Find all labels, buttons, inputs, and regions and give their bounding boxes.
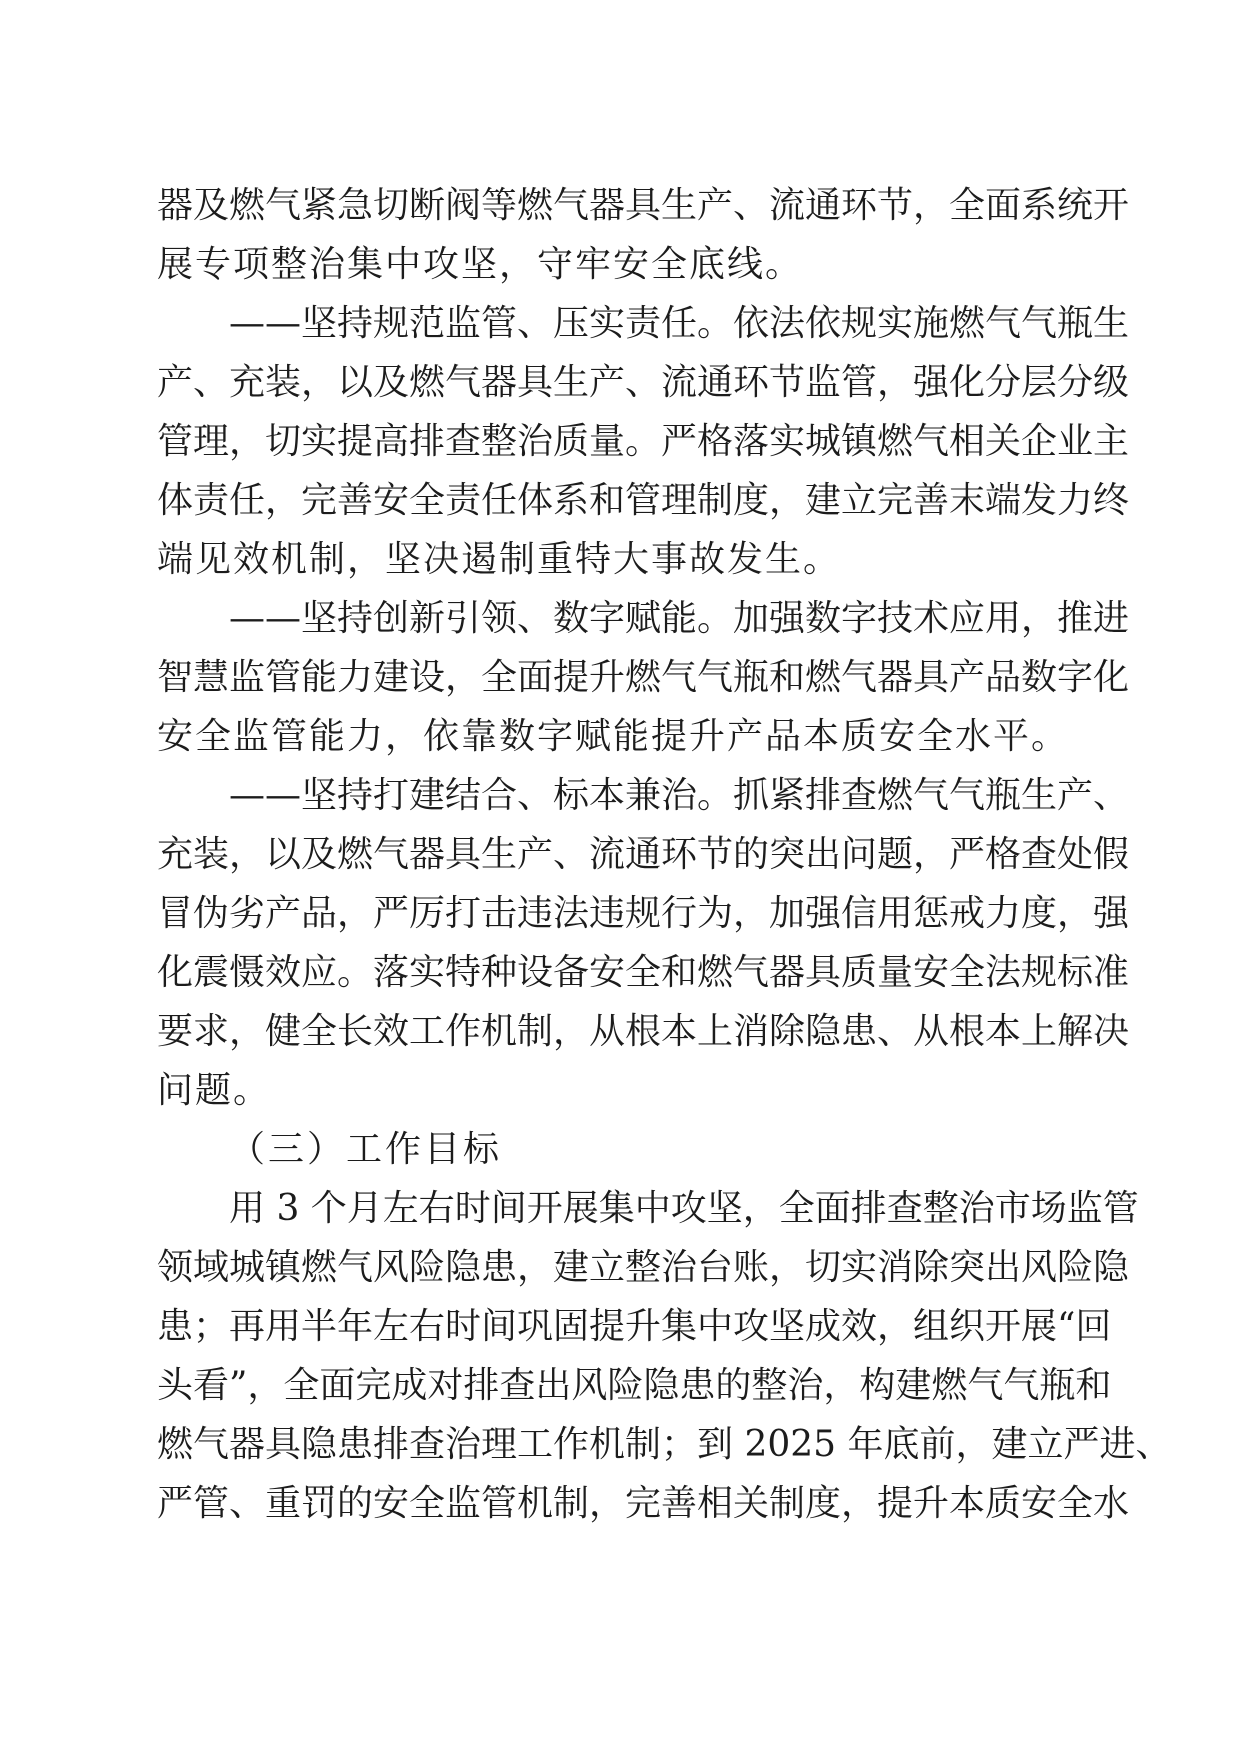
text-line: 产、充装，以及燃气器具生产、流通环节监管，强化分层分级 [157, 362, 1130, 403]
text-line: 领域城镇燃气风险隐患，建立整治台账，切实消除突出风险隐 [157, 1247, 1130, 1288]
paragraph-continuation [157, 176, 1130, 294]
text-line: ——坚持创新引领、数字赋能。加强数字技术应用，推进 [229, 598, 1130, 639]
paragraph-regulation [157, 294, 1130, 589]
text-line: 问题。 [157, 1070, 272, 1111]
text-line: 展专项整治集中攻坚，守牢安全底线。 [157, 244, 804, 285]
paragraph-digital [157, 589, 1130, 766]
paragraph-enforcement [157, 766, 1130, 1120]
text-line: 智慧监管能力建设，全面提升燃气气瓶和燃气器具产品数字化 [157, 657, 1130, 698]
text-line: 患；再用半年左右时间巩固提升集中攻坚成效，组织开展“回 [157, 1306, 1112, 1347]
document-body [157, 176, 1172, 1533]
text-line: 要求，健全长效工作机制，从根本上消除隐患、从根本上解决 [157, 1011, 1130, 1052]
text-line: 端见效机制，坚决遏制重特大事故发生。 [157, 539, 842, 580]
section-heading-text: （三）工作目标 [229, 1129, 503, 1170]
paragraph-goals [157, 1179, 1172, 1533]
text-line: ——坚持打建结合、标本兼治。抓紧排查燃气气瓶生产、 [229, 775, 1130, 816]
text-line: 安全监管能力，依靠数字赋能提升产品本质安全水平。 [157, 716, 1070, 757]
text-line: 体责任，完善安全责任体系和管理制度，建立完善末端发力终 [157, 480, 1130, 521]
text-line: 严管、重罚的安全监管机制，完善相关制度，提升本质安全水 [157, 1483, 1130, 1524]
text-line: 化震慑效应。落实特种设备安全和燃气器具质量安全法规标准 [157, 952, 1130, 993]
text-line: 充装，以及燃气器具生产、流通环节的突出问题，严格查处假 [157, 834, 1130, 875]
section-heading [157, 1120, 1085, 1179]
text-line: ——坚持规范监管、压实责任。依法依规实施燃气气瓶生 [229, 303, 1130, 344]
text-line: 头看”，全面完成对排查出风险隐患的整治，构建燃气气瓶和 [157, 1365, 1112, 1406]
text-line: 器及燃气紧急切断阀等燃气器具生产、流通环节，全面系统开 [157, 185, 1130, 226]
text-line: 管理，切实提高排查整治质量。严格落实城镇燃气相关企业主 [157, 421, 1130, 462]
text-line: 燃气器具隐患排查治理工作机制；到 2025 年底前，建立严进、 [157, 1424, 1172, 1465]
text-line: 冒伪劣产品，严厉打击违法违规行为，加强信用惩戒力度，强 [157, 893, 1130, 934]
text-line: 用 3 个月左右时间开展集中攻坚，全面排查整治市场监管 [229, 1188, 1139, 1229]
